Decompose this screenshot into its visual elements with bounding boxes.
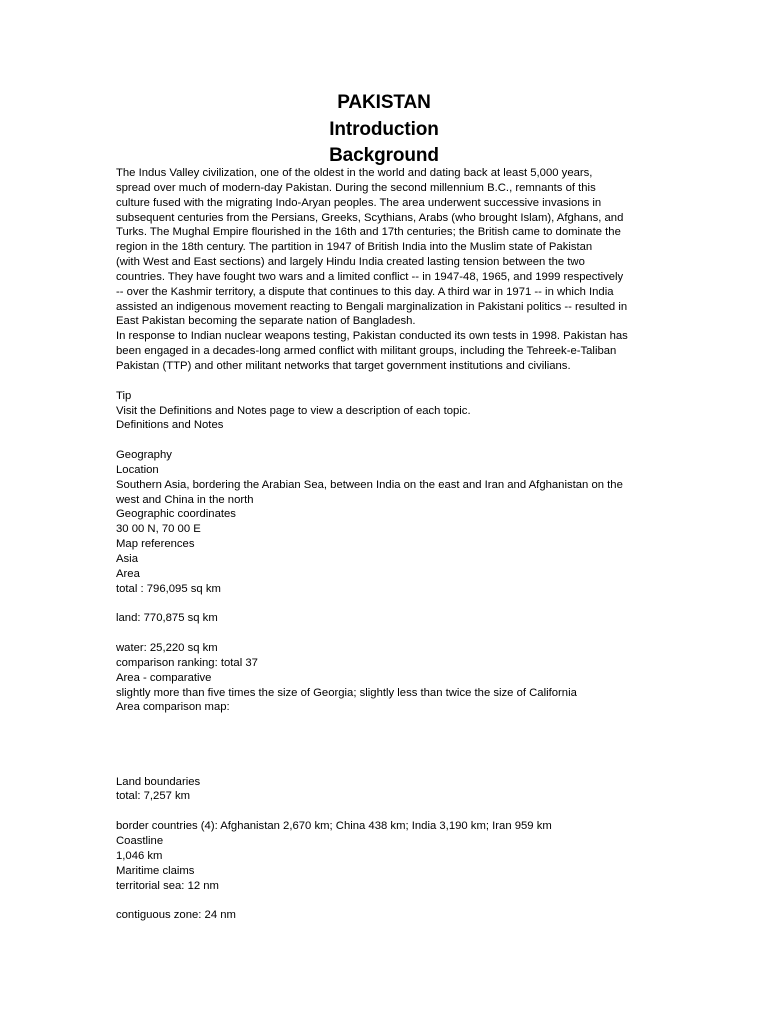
definitions-link[interactable]: Definitions and Notes xyxy=(116,419,224,432)
coordinates-value: 30 00 N, 70 00 E xyxy=(116,523,201,536)
text-line: region in the 18th century. The partition in 1947 of British India into the Muslim state of Pakistan xyxy=(116,241,593,254)
text-line: Pakistan (TTP) and other militant networks that target government institutions and civilians. xyxy=(116,359,571,372)
area-total: total : 796,095 sq km xyxy=(116,582,221,595)
text-line: spread over much of modern-day Pakistan. During the second millennium B.C., remnants of this xyxy=(116,181,596,194)
geography-heading: Geography xyxy=(116,449,172,462)
map-references-value: Asia xyxy=(116,552,138,565)
text-line: Turks. The Mughal Empire flourished in the 16th and 17th centuries; the British came to dominate the xyxy=(116,226,621,239)
text-line: East Pakistan becoming the separate nation of Bangladesh. xyxy=(116,315,416,328)
tip-label: Tip xyxy=(116,389,132,402)
spacer xyxy=(116,596,653,611)
spacer xyxy=(116,804,653,819)
text-line: culture fused with the migrating Indo-Aryan peoples. The area underwent successive invasions in xyxy=(116,196,602,209)
area-comparative-label: Area - comparative xyxy=(116,671,212,684)
background-paragraph-2 xyxy=(116,329,653,374)
country-title: PAKISTAN xyxy=(337,92,431,113)
location-value: west and China in the north xyxy=(116,493,254,506)
land-boundaries-total: total: 7,257 km xyxy=(116,790,191,803)
contiguous-zone: contiguous zone: 24 nm xyxy=(116,909,236,922)
coastline-value: 1,046 km xyxy=(116,849,163,862)
area-comparative-value: slightly more than five times the size of Georgia; slightly less than twice the size of California xyxy=(116,686,577,699)
text-line: The Indus Valley civilization, one of the oldest in the world and dating back at least 5,000 years, xyxy=(116,167,593,179)
subsection-title: Background xyxy=(329,145,439,166)
text-line: assisted an indigenous movement reacting to Bengali marginalization in Pakistani politics -- resulted in xyxy=(116,300,628,313)
coordinates-label: Geographic coordinates xyxy=(116,508,236,521)
spacer xyxy=(116,374,653,389)
background-paragraph-1 xyxy=(116,166,653,329)
location-value: Southern Asia, bordering the Arabian Sea, between India on the east and Iran and Afghanistan on the xyxy=(116,478,623,491)
text-line: -- over the Kashmir territory, a dispute that continues to this day. A third war in 1971 -- in which India xyxy=(116,285,614,298)
text-line: In response to Indian nuclear weapons testing, Pakistan conducted its own tests in 1998. Pakistan has xyxy=(116,330,628,343)
area-label: Area xyxy=(116,567,140,580)
spacer xyxy=(116,893,653,908)
text-line: subsequent centuries from the Persians, Greeks, Scythians, Arabs (who brought Islam), Afghans, and xyxy=(116,211,624,224)
area-comparison-map-label: Area comparison map: xyxy=(116,701,230,714)
territorial-sea: territorial sea: 12 nm xyxy=(116,879,219,892)
area-water: water: 25,220 sq km xyxy=(116,642,218,654)
coastline-label: Coastline xyxy=(116,834,164,847)
area-comparison-map-placeholder xyxy=(116,715,653,774)
border-countries: border countries (4): Afghanistan 2,670 km; China 438 km; India 3,190 km; Iran 959 km xyxy=(116,820,552,833)
location-label: Location xyxy=(116,463,159,476)
text-line: (with West and East sections) and largely Hindu India created lasting tension between the two xyxy=(116,256,585,269)
area-ranking: comparison ranking: total 37 xyxy=(116,656,258,669)
area-land: land: 770,875 sq km xyxy=(116,612,218,625)
tip-text: Visit the Definitions and Notes page to view a description of each topic. xyxy=(116,404,471,417)
land-boundaries-label: Land boundaries xyxy=(116,775,201,788)
map-references-label: Map references xyxy=(116,538,195,551)
text-line: been engaged in a decades-long armed conflict with militant groups, including the Tehreek-e-Taliban xyxy=(116,345,617,358)
maritime-claims-label: Maritime claims xyxy=(116,864,195,877)
title-block xyxy=(0,90,768,170)
section-title: Introduction xyxy=(329,118,439,140)
spacer xyxy=(116,626,653,641)
text-line: countries. They have fought two wars and a limited conflict -- in 1947-48, 1965, and 1999 respectively xyxy=(116,270,624,283)
document-body xyxy=(116,166,653,923)
spacer xyxy=(116,433,653,448)
